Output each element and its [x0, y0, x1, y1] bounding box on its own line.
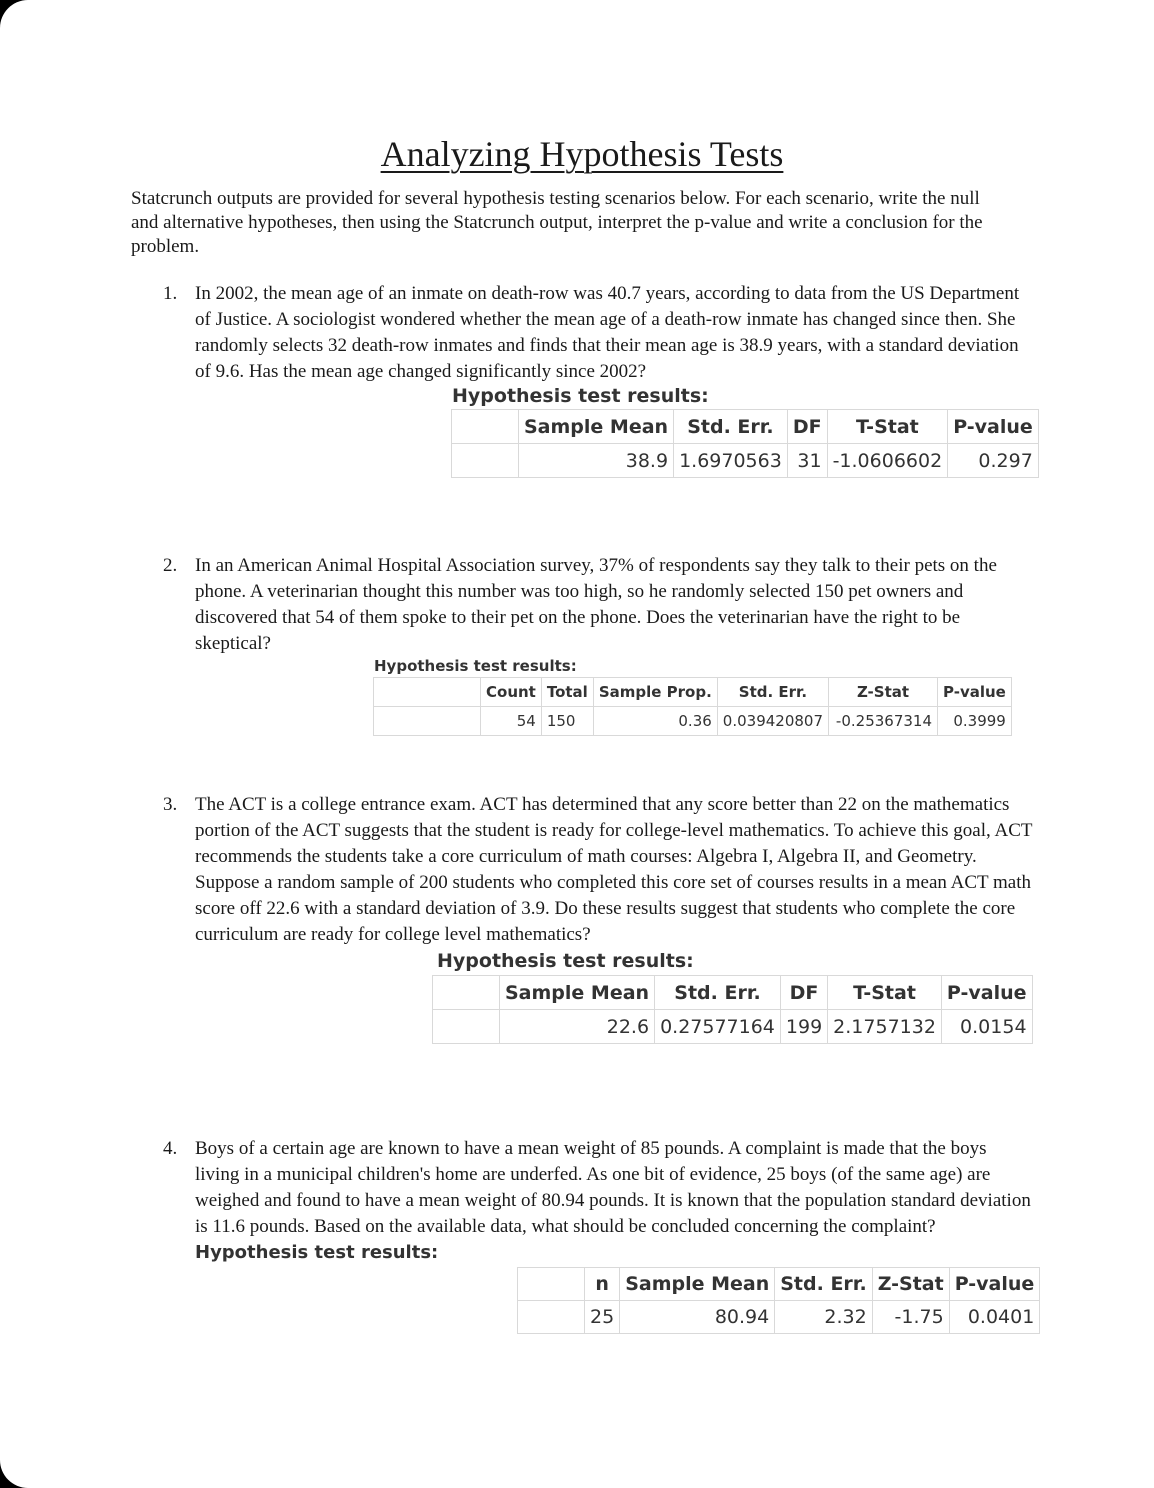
problem-2-results-table	[373, 677, 1012, 736]
header-cell: T-Stat	[827, 410, 948, 444]
value-cell: 80.94	[620, 1301, 775, 1334]
spacer-cell	[374, 707, 481, 736]
header-cell: Std. Err.	[717, 678, 828, 707]
header-cell: P-value	[948, 410, 1039, 444]
value-cell: 0.0154	[941, 1010, 1032, 1044]
value-cell: 1.6970563	[674, 444, 788, 478]
spacer-cell	[452, 410, 519, 444]
value-cell: 25	[585, 1301, 620, 1334]
spacer-cell	[374, 678, 481, 707]
problem-1-results-title: Hypothesis test results:	[452, 385, 709, 407]
problem-1-results-table	[451, 409, 1039, 478]
header-cell: P-value	[941, 976, 1032, 1010]
value-cell: 0.039420807	[717, 707, 828, 736]
header-cell: DF	[780, 976, 827, 1010]
problem-3-text: The ACT is a college entrance exam. ACT has determined that any score better than 22 on the mathematics portion of the ACT suggests that the student is ready for college-level mathematics. To achieve this goal, ACT recommends the students take a core curriculum of math courses: Algebra I, Algebra II, and Geometry. Suppose a random sample of 200 students who completed this core set of courses results in a mean ACT math score off 22.6 with a standard deviation of 3.9. Do these results suggest that students who complete the core curriculum are ready for college level mathematics?	[195, 794, 1033, 945]
problem-2-number: 2.	[163, 555, 178, 576]
value-cell: -1.75	[872, 1301, 949, 1334]
header-cell: Sample Prop.	[593, 678, 717, 707]
value-cell: 0.27577164	[655, 1010, 781, 1044]
problem-2-text: In an American Animal Hospital Association survey, 37% of respondents say they talk to their pets on the phone. A veterinarian thought this number was too high, so he randomly selected 150 pet owners and discovered that 54 of them spoke to their pet on the phone. Does the veterinarian have the right to be skeptical?	[195, 555, 997, 654]
value-cell: 38.9	[519, 444, 674, 478]
header-cell: n	[585, 1268, 620, 1301]
value-cell: 2.1757132	[828, 1010, 942, 1044]
header-cell: Z-Stat	[829, 678, 938, 707]
header-cell: DF	[787, 410, 827, 444]
problem-3-number: 3.	[163, 794, 178, 815]
header-cell: Std. Err.	[775, 1268, 872, 1301]
spacer-cell	[433, 976, 500, 1010]
value-cell: 199	[780, 1010, 827, 1044]
header-cell: Std. Err.	[655, 976, 781, 1010]
value-cell: 0.3999	[938, 707, 1012, 736]
value-cell: 22.6	[500, 1010, 655, 1044]
problem-4-results-title: Hypothesis test results:	[195, 1242, 439, 1263]
problem-4-text	[195, 1136, 1031, 1266]
problem-4-results-table	[517, 1267, 1040, 1334]
intro-paragraph: Statcrunch outputs are provided for several hypothesis testing scenarios below. For each scenario, write the null and alternative hypotheses, then using the Statcrunch output, interpret the p-value and write a conclusion for the problem.	[131, 188, 983, 257]
value-cell: 150	[541, 707, 593, 736]
header-cell: P-value	[938, 678, 1012, 707]
header-cell: Sample Mean	[519, 410, 674, 444]
problem-4-body: Boys of a certain age are known to have a mean weight of 85 pounds. A complaint is made that the boys living in a municipal children's home are underfed. As one bit of evidence, 25 boys (of the same age) are weighed and found to have a mean weight of 80.94 pounds. It is known that the population standard deviation is 11.6 pounds. Based on the available data, what should be concluded concerning the complaint?	[195, 1138, 1031, 1237]
value-cell: 0.36	[593, 707, 717, 736]
value-cell: -0.25367314	[829, 707, 938, 736]
problem-1-text: In 2002, the mean age of an inmate on death-row was 40.7 years, according to data from the US Department of Justice. A sociologist wondered whether the mean age of a death-row inmate has changed since then. She randomly selects 32 death-row inmates and finds that their mean age is 38.9 years, with a standard deviation of 9.6. Has the mean age changed significantly since 2002?	[195, 283, 1020, 382]
header-cell: Sample Mean	[620, 1268, 775, 1301]
header-cell: Total	[541, 678, 593, 707]
spacer-cell	[452, 444, 519, 478]
value-cell: 31	[787, 444, 827, 478]
problem-3-results-table	[432, 975, 1033, 1044]
header-cell: T-Stat	[828, 976, 942, 1010]
value-cell: 2.32	[775, 1301, 872, 1334]
spacer-cell	[433, 1010, 500, 1044]
value-cell: 0.297	[948, 444, 1039, 478]
header-cell: Sample Mean	[500, 976, 655, 1010]
header-cell: Count	[481, 678, 542, 707]
header-cell: Std. Err.	[674, 410, 788, 444]
value-cell: -1.0606602	[827, 444, 948, 478]
spacer-cell	[518, 1268, 585, 1301]
spacer-cell	[518, 1301, 585, 1334]
header-cell: P-value	[949, 1268, 1040, 1301]
problem-3-results-title: Hypothesis test results:	[433, 950, 694, 972]
problem-2-results-title: Hypothesis test results:	[374, 657, 577, 675]
problem-4-number: 4.	[163, 1138, 178, 1159]
value-cell: 0.0401	[949, 1301, 1040, 1334]
page-title: Analyzing Hypothesis Tests	[380, 134, 784, 174]
header-cell: Z-Stat	[872, 1268, 949, 1301]
problem-1-number: 1.	[163, 283, 178, 304]
value-cell: 54	[481, 707, 542, 736]
